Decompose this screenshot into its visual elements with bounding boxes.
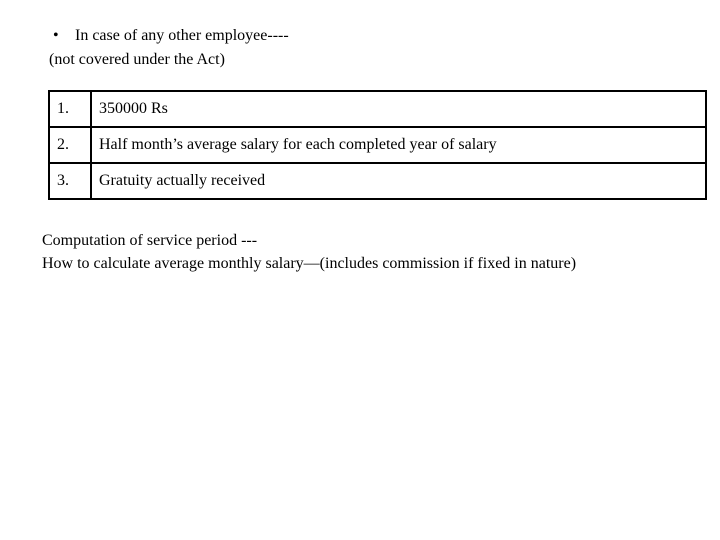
notes-block: [42, 229, 576, 275]
gratuity-criteria-table: [48, 90, 707, 200]
intro-subheading: (not covered under the Act): [49, 51, 225, 68]
row-number: 3.: [49, 163, 91, 199]
intro-block: [49, 24, 289, 72]
row-text: Gratuity actually received: [91, 163, 706, 199]
row-number: 2.: [49, 127, 91, 163]
row-number: 1.: [49, 91, 91, 127]
intro-heading: In case of any other employee----: [75, 27, 289, 44]
table-row: [49, 127, 706, 163]
intro-bullet-line: [49, 24, 289, 48]
table-row: [49, 91, 706, 127]
row-text: Half month’s average salary for each completed year of salary: [91, 127, 706, 163]
service-period-note: Computation of service period ---: [42, 232, 258, 249]
table-row: [49, 163, 706, 199]
row-text: 350000 Rs: [91, 91, 706, 127]
average-salary-note: How to calculate average monthly salary—(includes commission if fixed in nature): [42, 255, 577, 272]
bullet-icon: •: [53, 27, 59, 44]
